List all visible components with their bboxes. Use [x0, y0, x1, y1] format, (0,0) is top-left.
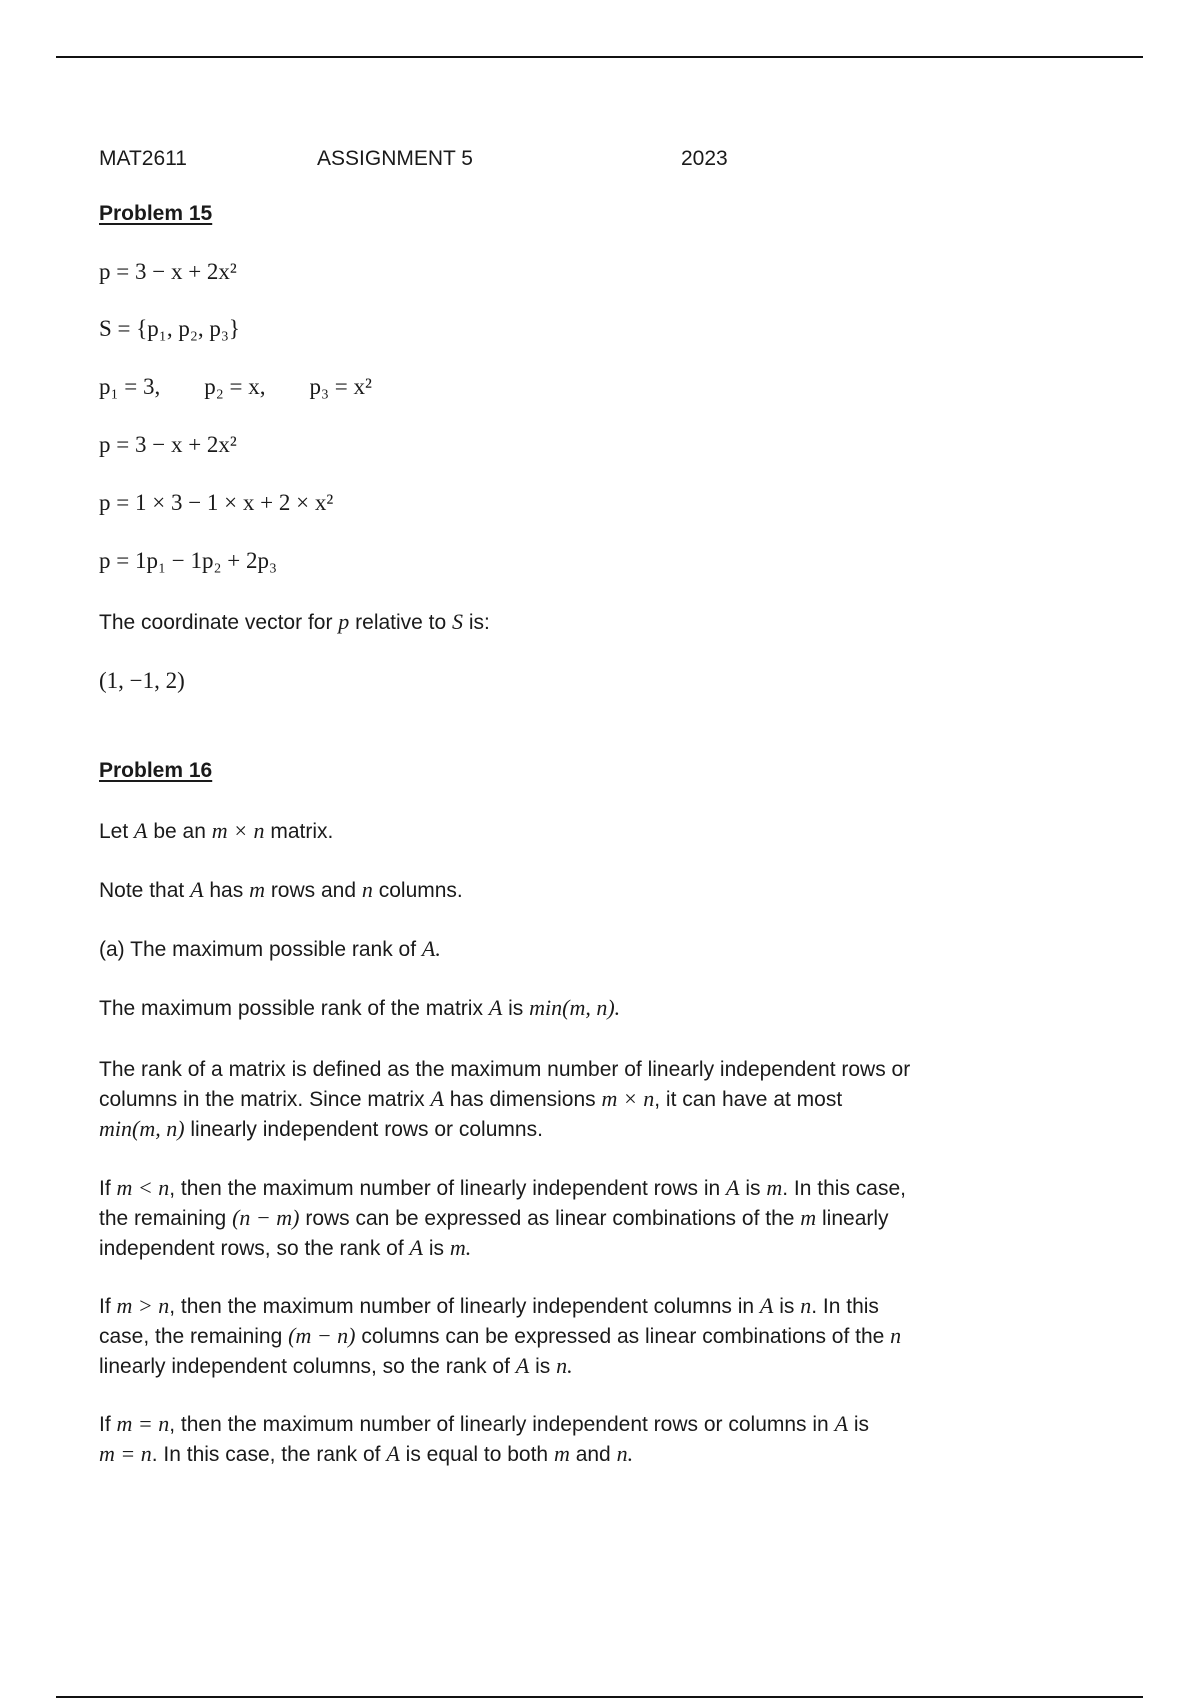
- rank-definition-paragraph: The rank of a matrix is defined as the maximum number of linearly independent rows or columns in the matrix. Since matrix A has dimensions m × n, it can have at most min(m, n) linearly independent rows or columns.: [99, 1058, 911, 1141]
- coordinate-vector-answer: (1, −1, 2): [99, 668, 185, 693]
- bottom-rule: [56, 1696, 1143, 1698]
- top-rule: [56, 56, 1143, 58]
- basis-p2: p₂ = x,: [204, 374, 266, 399]
- part-a-question: (a) The maximum possible rank of A.: [99, 936, 441, 961]
- assignment-title: ASSIGNMENT 5: [317, 147, 473, 170]
- equation-p-expanded: p = 1 × 3 − 1 × x + 2 × x²: [99, 490, 334, 515]
- coordinate-vector-statement: The coordinate vector for p relative to S is:: [99, 609, 490, 634]
- case-m-less-than-n-paragraph: If m < n, then the maximum number of linearly independent rows in A is m. In this case, the remaining (n − m) rows can be expressed as linear combinations of the m linearly independent rows, so the rank of A is m.: [99, 1175, 906, 1260]
- equation-p-restated: p = 3 − x + 2x²: [99, 432, 237, 457]
- equation-basis-set: S = {p₁, p₂, p₃}: [99, 316, 240, 341]
- page-header: [99, 147, 1099, 175]
- equation-p-combination: p = 1p₁ − 1p₂ + 2p₃: [99, 548, 277, 573]
- basis-p3: p₃ = x²: [309, 374, 372, 399]
- assignment-year: 2023: [681, 147, 728, 170]
- problem-16-heading: Problem 16: [99, 759, 213, 782]
- equation-basis-vectors: [99, 374, 372, 400]
- basis-p1: p₁ = 3,: [99, 374, 161, 399]
- case-m-equals-n-paragraph: If m = n, then the maximum number of linearly independent rows or columns in A is m = n. In this case, the rank of A is equal to both m and n.: [99, 1411, 870, 1466]
- max-rank-statement: The maximum possible rank of the matrix A is min(m, n).: [99, 995, 621, 1020]
- problem-16-intro-1: Let A be an m × n matrix.: [99, 818, 334, 843]
- problem-15-heading: Problem 15: [99, 202, 213, 225]
- equation-p-definition: p = 3 − x + 2x²: [99, 259, 237, 284]
- course-code: MAT2611: [99, 147, 187, 170]
- case-m-greater-than-n-paragraph: If m > n, then the maximum number of linearly independent columns in A is n. In this case, the remaining (m − n) columns can be expressed as linear combinations of the n linearly independent columns, so the rank of A is n.: [99, 1293, 902, 1378]
- problem-16-intro-2: Note that A has m rows and n columns.: [99, 877, 463, 902]
